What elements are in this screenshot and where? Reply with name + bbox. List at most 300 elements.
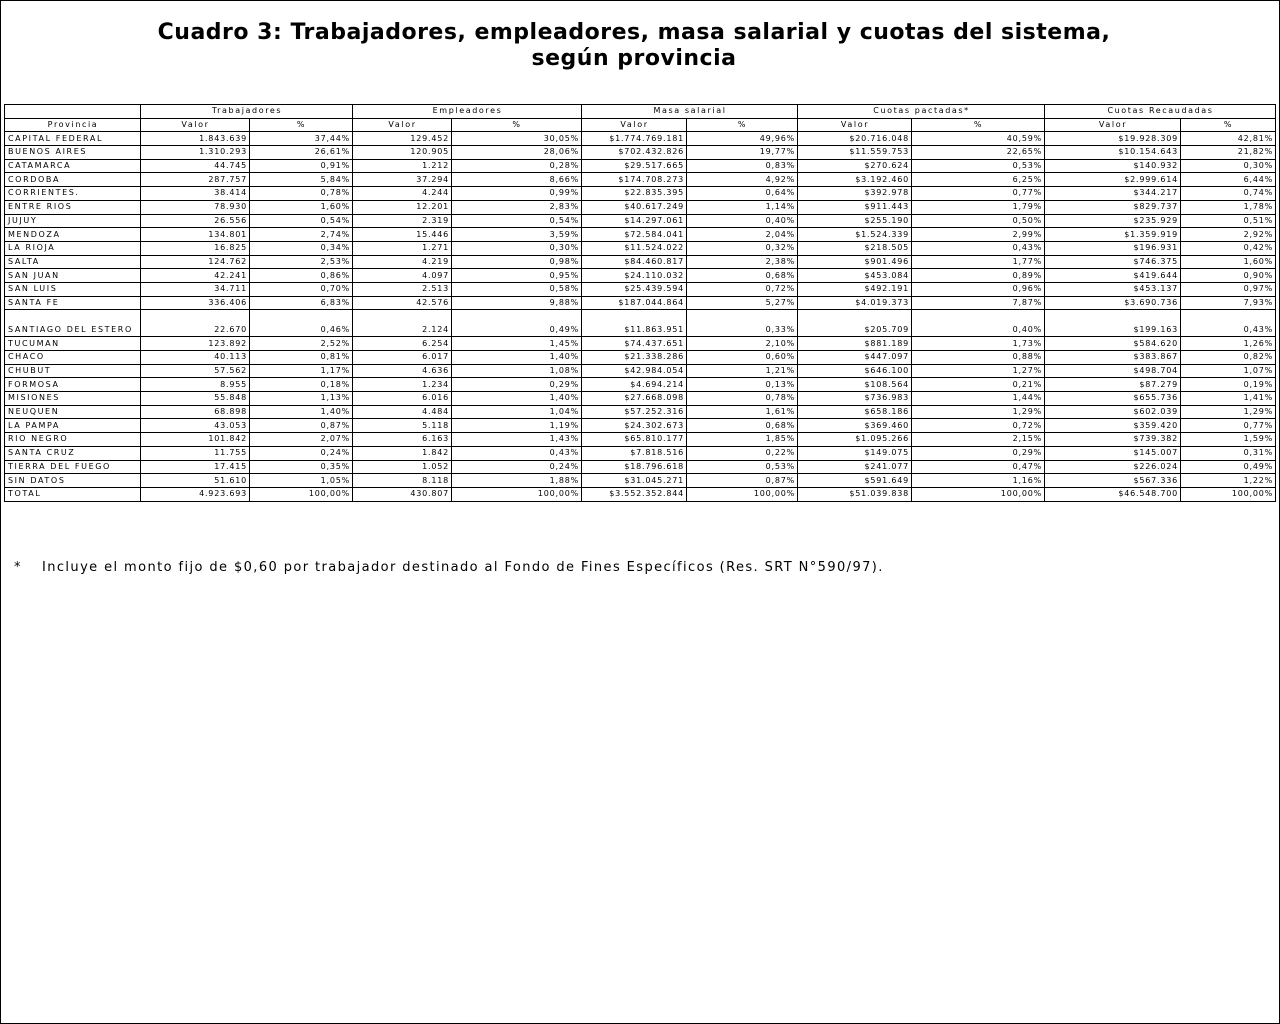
value-cell: $11.559.753 bbox=[798, 146, 912, 160]
percent-cell: 6,44% bbox=[1181, 173, 1276, 187]
percent-cell: 0,13% bbox=[687, 378, 798, 392]
value-cell: 1.052 bbox=[353, 460, 452, 474]
header-blank bbox=[5, 105, 141, 119]
table-row bbox=[5, 200, 1276, 214]
percent-cell: 1,43% bbox=[452, 433, 582, 447]
percent-cell: 0,87% bbox=[250, 419, 353, 433]
province-cell: SAN LUIS bbox=[5, 282, 141, 296]
value-cell: $702.432.826 bbox=[582, 146, 687, 160]
percent-cell: 0,60% bbox=[687, 351, 798, 365]
col-percent: % bbox=[1181, 118, 1276, 132]
table-row bbox=[5, 214, 1276, 228]
percent-cell: 2,07% bbox=[250, 433, 353, 447]
value-cell: $344.217 bbox=[1045, 187, 1181, 201]
table-row bbox=[5, 173, 1276, 187]
percent-cell: 1,40% bbox=[250, 405, 353, 419]
province-cell: SANTA FE bbox=[5, 296, 141, 310]
value-cell: 43.053 bbox=[141, 419, 250, 433]
value-cell: $655.736 bbox=[1045, 392, 1181, 406]
value-cell: $739.382 bbox=[1045, 433, 1181, 447]
value-cell: 1.843.639 bbox=[141, 132, 250, 146]
value-cell: $736.983 bbox=[798, 392, 912, 406]
value-cell: $359.420 bbox=[1045, 419, 1181, 433]
table-row bbox=[5, 419, 1276, 433]
value-cell: 101.842 bbox=[141, 433, 250, 447]
value-cell: $11.863.951 bbox=[582, 310, 687, 337]
percent-cell: 0,53% bbox=[687, 460, 798, 474]
percent-cell: 5,84% bbox=[250, 173, 353, 187]
value-cell: $21.338.286 bbox=[582, 351, 687, 365]
value-cell: $196.931 bbox=[1045, 241, 1181, 255]
percent-cell: 40,59% bbox=[912, 132, 1045, 146]
value-cell: $87.279 bbox=[1045, 378, 1181, 392]
value-cell: $140.932 bbox=[1045, 159, 1181, 173]
percent-cell: 1,59% bbox=[1181, 433, 1276, 447]
value-cell: $369.460 bbox=[798, 419, 912, 433]
value-cell: 287.757 bbox=[141, 173, 250, 187]
percent-cell: 0,89% bbox=[912, 269, 1045, 283]
value-cell: $2.999.614 bbox=[1045, 173, 1181, 187]
province-cell: CAPITAL FEDERAL bbox=[5, 132, 141, 146]
percent-cell: 1,85% bbox=[687, 433, 798, 447]
percent-cell: 0,98% bbox=[452, 255, 582, 269]
percent-cell: 6,25% bbox=[912, 173, 1045, 187]
percent-cell: 0,78% bbox=[687, 392, 798, 406]
value-cell: $3.192.460 bbox=[798, 173, 912, 187]
percent-cell: 0,34% bbox=[250, 241, 353, 255]
value-cell: $1.095.266 bbox=[798, 433, 912, 447]
value-cell: $746.375 bbox=[1045, 255, 1181, 269]
table-row bbox=[5, 460, 1276, 474]
value-cell: 1.310.293 bbox=[141, 146, 250, 160]
percent-cell: 1,60% bbox=[250, 200, 353, 214]
percent-cell: 0,49% bbox=[1181, 460, 1276, 474]
value-cell: 34.711 bbox=[141, 282, 250, 296]
percent-cell: 1,19% bbox=[452, 419, 582, 433]
value-cell: 2.124 bbox=[353, 310, 452, 337]
value-cell: $4.694.214 bbox=[582, 378, 687, 392]
percent-cell: 1,79% bbox=[912, 200, 1045, 214]
province-cell: LA PAMPA bbox=[5, 419, 141, 433]
percent-cell: 2,04% bbox=[687, 228, 798, 242]
col-percent: % bbox=[687, 118, 798, 132]
percent-cell: 0,97% bbox=[1181, 282, 1276, 296]
value-cell: 38.414 bbox=[141, 187, 250, 201]
table-row bbox=[5, 474, 1276, 488]
value-cell: 37.294 bbox=[353, 173, 452, 187]
value-cell: $199.163 bbox=[1045, 310, 1181, 337]
percent-cell: 8,66% bbox=[452, 173, 582, 187]
value-cell: 1.212 bbox=[353, 159, 452, 173]
percent-cell: 1,14% bbox=[687, 200, 798, 214]
percent-cell: 0,51% bbox=[1181, 214, 1276, 228]
value-cell: 12.201 bbox=[353, 200, 452, 214]
value-cell: $3.690.736 bbox=[1045, 296, 1181, 310]
percent-cell: 28,06% bbox=[452, 146, 582, 160]
value-cell: $108.564 bbox=[798, 378, 912, 392]
table-row bbox=[5, 392, 1276, 406]
percent-cell: 3,59% bbox=[452, 228, 582, 242]
value-cell: $383.867 bbox=[1045, 351, 1181, 365]
province-cell: SALTA bbox=[5, 255, 141, 269]
col-valor: Valor bbox=[582, 118, 687, 132]
value-cell: $498.704 bbox=[1045, 364, 1181, 378]
value-cell: 4.219 bbox=[353, 255, 452, 269]
percent-cell: 0,99% bbox=[452, 187, 582, 201]
value-cell: 78.930 bbox=[141, 200, 250, 214]
value-cell: $3.552.352.844 bbox=[582, 487, 687, 501]
percent-cell: 0,86% bbox=[250, 269, 353, 283]
percent-cell: 100,00% bbox=[912, 487, 1045, 501]
value-cell: $74.437.651 bbox=[582, 337, 687, 351]
percent-cell: 1,13% bbox=[250, 392, 353, 406]
header-trabajadores: Trabajadores bbox=[141, 105, 353, 119]
percent-cell: 49,96% bbox=[687, 132, 798, 146]
percent-cell: 0,64% bbox=[687, 187, 798, 201]
value-cell: $174.708.273 bbox=[582, 173, 687, 187]
percent-cell: 0,83% bbox=[687, 159, 798, 173]
value-cell: $145.007 bbox=[1045, 446, 1181, 460]
value-cell: $11.524.022 bbox=[582, 241, 687, 255]
percent-cell: 0,68% bbox=[687, 269, 798, 283]
value-cell: $1.524.339 bbox=[798, 228, 912, 242]
value-cell: $453.084 bbox=[798, 269, 912, 283]
percent-cell: 0,68% bbox=[687, 419, 798, 433]
table-row bbox=[5, 446, 1276, 460]
percent-cell: 0,77% bbox=[912, 187, 1045, 201]
table-row bbox=[5, 296, 1276, 310]
percent-cell: 1,16% bbox=[912, 474, 1045, 488]
percent-cell: 0,54% bbox=[250, 214, 353, 228]
value-cell: 2.513 bbox=[353, 282, 452, 296]
percent-cell: 100,00% bbox=[250, 487, 353, 501]
province-cell: MISIONES bbox=[5, 392, 141, 406]
percent-cell: 0,81% bbox=[250, 351, 353, 365]
value-cell: 6.254 bbox=[353, 337, 452, 351]
percent-cell: 30,05% bbox=[452, 132, 582, 146]
value-cell: $4.019.373 bbox=[798, 296, 912, 310]
header-empleadores: Empleadores bbox=[353, 105, 582, 119]
value-cell: $42.984.054 bbox=[582, 364, 687, 378]
col-percent: % bbox=[912, 118, 1045, 132]
value-cell: $24.110.032 bbox=[582, 269, 687, 283]
percent-cell: 1,21% bbox=[687, 364, 798, 378]
percent-cell: 1,05% bbox=[250, 474, 353, 488]
percent-cell: 21,82% bbox=[1181, 146, 1276, 160]
percent-cell: 2,99% bbox=[912, 228, 1045, 242]
value-cell: 120.905 bbox=[353, 146, 452, 160]
province-cell: CORRIENTES. bbox=[5, 187, 141, 201]
percent-cell: 0,91% bbox=[250, 159, 353, 173]
table-row bbox=[5, 337, 1276, 351]
percent-cell: 0,30% bbox=[1181, 159, 1276, 173]
value-cell: $25.439.594 bbox=[582, 282, 687, 296]
table-row bbox=[5, 364, 1276, 378]
value-cell: $901.496 bbox=[798, 255, 912, 269]
value-cell: 430.807 bbox=[353, 487, 452, 501]
percent-cell: 0,43% bbox=[912, 241, 1045, 255]
value-cell: $57.252.316 bbox=[582, 405, 687, 419]
value-cell: 4.484 bbox=[353, 405, 452, 419]
percent-cell: 0,47% bbox=[912, 460, 1045, 474]
percent-cell: 0,78% bbox=[250, 187, 353, 201]
value-cell: 2.319 bbox=[353, 214, 452, 228]
value-cell: $31.045.271 bbox=[582, 474, 687, 488]
sub-header-row bbox=[5, 118, 1276, 132]
value-cell: $27.668.098 bbox=[582, 392, 687, 406]
value-cell: $84.460.817 bbox=[582, 255, 687, 269]
percent-cell: 2,74% bbox=[250, 228, 353, 242]
value-cell: 4.636 bbox=[353, 364, 452, 378]
value-cell: $20.716.048 bbox=[798, 132, 912, 146]
col-percent: % bbox=[250, 118, 353, 132]
percent-cell: 1,88% bbox=[452, 474, 582, 488]
value-cell: $187.044.864 bbox=[582, 296, 687, 310]
group-header-row bbox=[5, 105, 1276, 119]
value-cell: 16.825 bbox=[141, 241, 250, 255]
value-cell: $255.190 bbox=[798, 214, 912, 228]
table-row bbox=[5, 159, 1276, 173]
province-cell: CHACO bbox=[5, 351, 141, 365]
percent-cell: 0,42% bbox=[1181, 241, 1276, 255]
province-cell: ENTRE RIOS bbox=[5, 200, 141, 214]
value-cell: 4.923.693 bbox=[141, 487, 250, 501]
percent-cell: 0,21% bbox=[912, 378, 1045, 392]
province-cell: BUENOS AIRES bbox=[5, 146, 141, 160]
col-valor: Valor bbox=[798, 118, 912, 132]
table-row bbox=[5, 255, 1276, 269]
value-cell: $881.189 bbox=[798, 337, 912, 351]
percent-cell: 0,50% bbox=[912, 214, 1045, 228]
percent-cell: 2,10% bbox=[687, 337, 798, 351]
value-cell: $226.024 bbox=[1045, 460, 1181, 474]
table-row bbox=[5, 433, 1276, 447]
percent-cell: 1,29% bbox=[912, 405, 1045, 419]
value-cell: $602.039 bbox=[1045, 405, 1181, 419]
province-cell: TUCUMAN bbox=[5, 337, 141, 351]
value-cell: 42.241 bbox=[141, 269, 250, 283]
province-cell: NEUQUEN bbox=[5, 405, 141, 419]
value-cell: 57.562 bbox=[141, 364, 250, 378]
value-cell: 4.244 bbox=[353, 187, 452, 201]
percent-cell: 1,26% bbox=[1181, 337, 1276, 351]
value-cell: $241.077 bbox=[798, 460, 912, 474]
col-valor: Valor bbox=[1045, 118, 1181, 132]
percent-cell: 0,40% bbox=[912, 310, 1045, 337]
percent-cell: 42,81% bbox=[1181, 132, 1276, 146]
value-cell: 44.745 bbox=[141, 159, 250, 173]
page-title bbox=[0, 20, 1268, 72]
footnote-text: Incluye el monto fijo de $0,60 por trabajador destinado al Fondo de Fines Específicos (Res. SRT N°590/97). bbox=[42, 560, 884, 575]
province-cell: FORMOSA bbox=[5, 378, 141, 392]
percent-cell: 0,77% bbox=[1181, 419, 1276, 433]
value-cell: $51.039.838 bbox=[798, 487, 912, 501]
province-cell: SIN DATOS bbox=[5, 474, 141, 488]
col-valor: Valor bbox=[353, 118, 452, 132]
value-cell: $235.929 bbox=[1045, 214, 1181, 228]
footnote bbox=[14, 560, 884, 575]
percent-cell: 22,65% bbox=[912, 146, 1045, 160]
title-line-2: según provincia bbox=[531, 46, 737, 71]
percent-cell: 1,61% bbox=[687, 405, 798, 419]
percent-cell: 0,24% bbox=[452, 460, 582, 474]
value-cell: $646.100 bbox=[798, 364, 912, 378]
header-cuotas-recaudadas: Cuotas Recaudadas bbox=[1045, 105, 1276, 119]
province-cell: TOTAL bbox=[5, 487, 141, 501]
percent-cell: 1,41% bbox=[1181, 392, 1276, 406]
percent-cell: 0,18% bbox=[250, 378, 353, 392]
province-cell: CORDOBA bbox=[5, 173, 141, 187]
value-cell: 6.017 bbox=[353, 351, 452, 365]
percent-cell: 1,44% bbox=[912, 392, 1045, 406]
value-cell: $492.191 bbox=[798, 282, 912, 296]
percent-cell: 0,87% bbox=[687, 474, 798, 488]
percent-cell: 7,93% bbox=[1181, 296, 1276, 310]
total-row bbox=[5, 487, 1276, 501]
percent-cell: 1,17% bbox=[250, 364, 353, 378]
value-cell: 51.610 bbox=[141, 474, 250, 488]
percent-cell: 0,58% bbox=[452, 282, 582, 296]
percent-cell: 0,28% bbox=[452, 159, 582, 173]
percent-cell: 1,07% bbox=[1181, 364, 1276, 378]
percent-cell: 1,27% bbox=[912, 364, 1045, 378]
value-cell: $19.928.309 bbox=[1045, 132, 1181, 146]
value-cell: $829.737 bbox=[1045, 200, 1181, 214]
province-cell: RIO NEGRO bbox=[5, 433, 141, 447]
percent-cell: 1,40% bbox=[452, 392, 582, 406]
province-cell: SANTIAGO DEL ESTERO bbox=[5, 310, 141, 337]
percent-cell: 2,38% bbox=[687, 255, 798, 269]
percent-cell: 9,88% bbox=[452, 296, 582, 310]
value-cell: 129.452 bbox=[353, 132, 452, 146]
percent-cell: 7,87% bbox=[912, 296, 1045, 310]
value-cell: $7.818.516 bbox=[582, 446, 687, 460]
value-cell: 11.755 bbox=[141, 446, 250, 460]
percent-cell: 2,83% bbox=[452, 200, 582, 214]
table-row bbox=[5, 269, 1276, 283]
header-cuotas-pactadas: Cuotas pactadas* bbox=[798, 105, 1045, 119]
value-cell: $10.154.643 bbox=[1045, 146, 1181, 160]
percent-cell: 1,04% bbox=[452, 405, 582, 419]
value-cell: 1.271 bbox=[353, 241, 452, 255]
value-cell: $149.075 bbox=[798, 446, 912, 460]
col-provincia: Provincia bbox=[5, 118, 141, 132]
percent-cell: 0,49% bbox=[452, 310, 582, 337]
percent-cell: 0,30% bbox=[452, 241, 582, 255]
value-cell: 336.406 bbox=[141, 296, 250, 310]
percent-cell: 26,61% bbox=[250, 146, 353, 160]
percent-cell: 4,92% bbox=[687, 173, 798, 187]
percent-cell: 2,92% bbox=[1181, 228, 1276, 242]
title-line-1: Cuadro 3: Trabajadores, empleadores, masa salarial y cuotas del sistema, bbox=[157, 20, 1111, 45]
percent-cell: 1,08% bbox=[452, 364, 582, 378]
value-cell: 134.801 bbox=[141, 228, 250, 242]
percent-cell: 0,88% bbox=[912, 351, 1045, 365]
percent-cell: 37,44% bbox=[250, 132, 353, 146]
value-cell: $447.097 bbox=[798, 351, 912, 365]
value-cell: 5.118 bbox=[353, 419, 452, 433]
province-cell: JUJUY bbox=[5, 214, 141, 228]
province-cell: LA RIOJA bbox=[5, 241, 141, 255]
value-cell: $591.649 bbox=[798, 474, 912, 488]
value-cell: 6.163 bbox=[353, 433, 452, 447]
percent-cell: 0,72% bbox=[687, 282, 798, 296]
percent-cell: 5,27% bbox=[687, 296, 798, 310]
percent-cell: 0,74% bbox=[1181, 187, 1276, 201]
percent-cell: 0,95% bbox=[452, 269, 582, 283]
percent-cell: 0,31% bbox=[1181, 446, 1276, 460]
percent-cell: 0,33% bbox=[687, 310, 798, 337]
value-cell: $270.624 bbox=[798, 159, 912, 173]
value-cell: $65.810.177 bbox=[582, 433, 687, 447]
percent-cell: 1,77% bbox=[912, 255, 1045, 269]
percent-cell: 0,43% bbox=[1181, 310, 1276, 337]
percent-cell: 0,72% bbox=[912, 419, 1045, 433]
value-cell: $24.302.673 bbox=[582, 419, 687, 433]
percent-cell: 0,70% bbox=[250, 282, 353, 296]
table-body bbox=[5, 132, 1276, 501]
value-cell: $218.505 bbox=[798, 241, 912, 255]
table-row bbox=[5, 241, 1276, 255]
value-cell: 40.113 bbox=[141, 351, 250, 365]
table-row bbox=[5, 228, 1276, 242]
percent-cell: 1,40% bbox=[452, 351, 582, 365]
value-cell: $584.620 bbox=[1045, 337, 1181, 351]
value-cell: 17.415 bbox=[141, 460, 250, 474]
table-row bbox=[5, 405, 1276, 419]
percent-cell: 1,45% bbox=[452, 337, 582, 351]
value-cell: $14.297.061 bbox=[582, 214, 687, 228]
percent-cell: 0,43% bbox=[452, 446, 582, 460]
percent-cell: 0,24% bbox=[250, 446, 353, 460]
value-cell: $567.336 bbox=[1045, 474, 1181, 488]
province-cell: TIERRA DEL FUEGO bbox=[5, 460, 141, 474]
province-cell: SAN JUAN bbox=[5, 269, 141, 283]
province-cell: SANTA CRUZ bbox=[5, 446, 141, 460]
percent-cell: 1,29% bbox=[1181, 405, 1276, 419]
percent-cell: 100,00% bbox=[687, 487, 798, 501]
percent-cell: 2,15% bbox=[912, 433, 1045, 447]
value-cell: $18.796.618 bbox=[582, 460, 687, 474]
value-cell: 26.556 bbox=[141, 214, 250, 228]
table-row bbox=[5, 351, 1276, 365]
table-row bbox=[5, 146, 1276, 160]
value-cell: $658.186 bbox=[798, 405, 912, 419]
percent-cell: 19,77% bbox=[687, 146, 798, 160]
value-cell: 1.842 bbox=[353, 446, 452, 460]
value-cell: $453.137 bbox=[1045, 282, 1181, 296]
percent-cell: 1,73% bbox=[912, 337, 1045, 351]
value-cell: $419.644 bbox=[1045, 269, 1181, 283]
col-valor: Valor bbox=[141, 118, 250, 132]
percent-cell: 0,32% bbox=[687, 241, 798, 255]
percent-cell: 100,00% bbox=[452, 487, 582, 501]
value-cell: 8.118 bbox=[353, 474, 452, 488]
percent-cell: 0,40% bbox=[687, 214, 798, 228]
table-row bbox=[5, 187, 1276, 201]
percent-cell: 0,82% bbox=[1181, 351, 1276, 365]
value-cell: $911.443 bbox=[798, 200, 912, 214]
value-cell: $22.835.395 bbox=[582, 187, 687, 201]
percent-cell: 0,35% bbox=[250, 460, 353, 474]
percent-cell: 0,19% bbox=[1181, 378, 1276, 392]
table-row bbox=[5, 378, 1276, 392]
percent-cell: 0,29% bbox=[452, 378, 582, 392]
percent-cell: 2,52% bbox=[250, 337, 353, 351]
percent-cell: 2,53% bbox=[250, 255, 353, 269]
value-cell: 1.234 bbox=[353, 378, 452, 392]
value-cell: 22.670 bbox=[141, 310, 250, 337]
